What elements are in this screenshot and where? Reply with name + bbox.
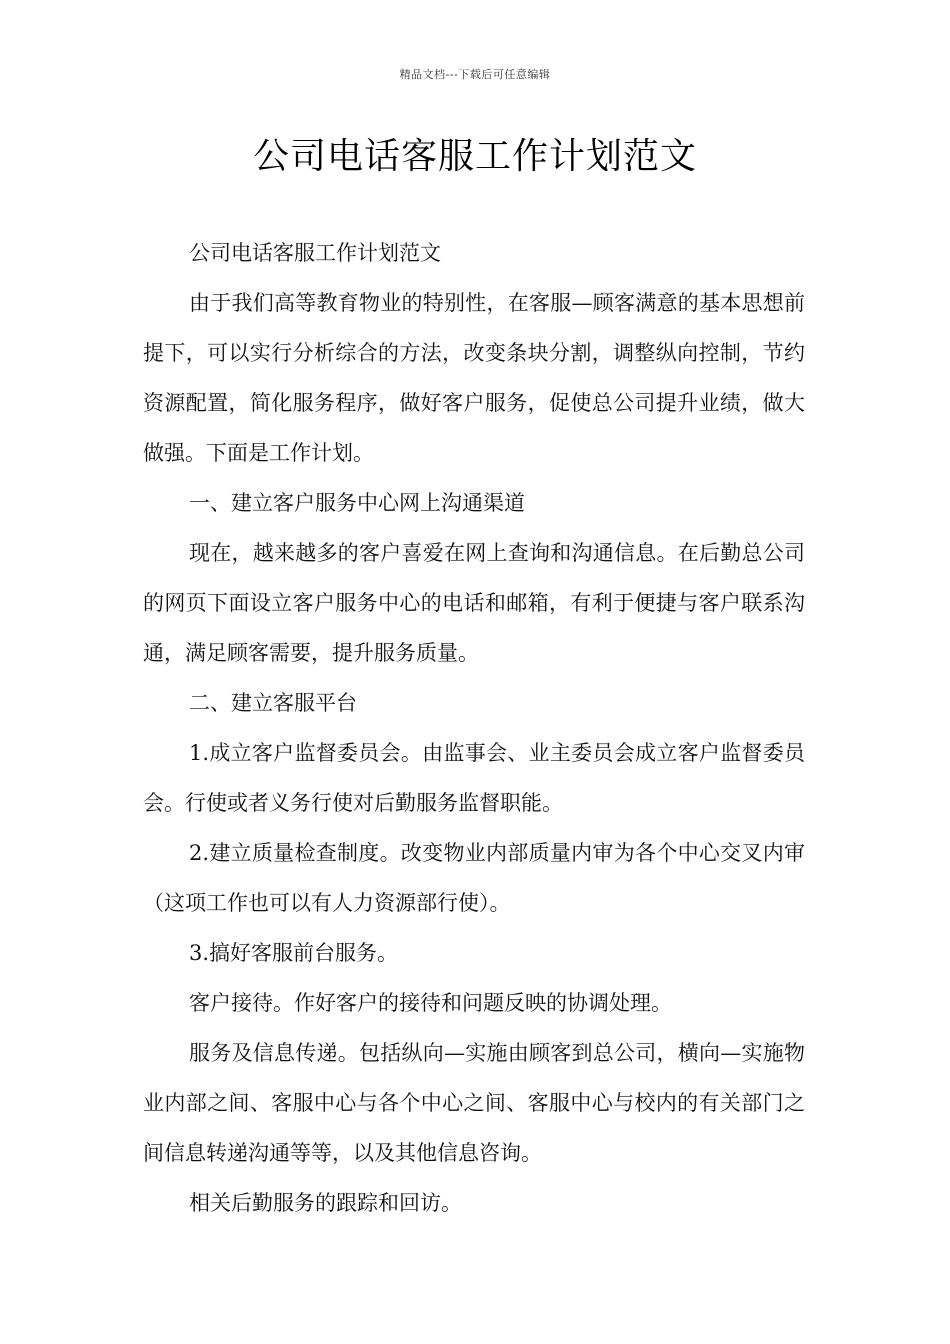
paragraph-item-3: 3.搞好客服前台服务。: [189, 941, 399, 965]
paragraph-intro: 由于我们高等教育物业的特别性，在客服—顾客满意的基本思想前提下，可以实行分析综合的方法，改变条块分割，调整纵向控制，节约资源配置，简化服务程序，做好客户服务，促使总公司提升业绩，做大做强。下面是工作计划。: [143, 291, 805, 465]
paragraph-section-1: 现在，越来越多的客户喜爱在网上查询和沟通信息。在后勤总公司的网页下面设立客户服务中心的电话和邮箱，有利于便捷与客户联系沟通，满足顾客需要，提升服务质量。: [143, 541, 805, 665]
paragraph-item-1: 1.成立客户监督委员会。由监事会、业主委员会成立客户监督委员会。行使或者义务行使对后勤服务监督职能。: [143, 741, 805, 815]
section-heading-1: 一、建立客户服务中心网上沟通渠道: [189, 491, 525, 515]
document-title: 公司电话客服工作计划范文: [252, 136, 697, 177]
paragraph-item-2: 2.建立质量检查制度。改变物业内部质量内审为各个中心交叉内审（这项工作也可以有人力资源部行使）。: [143, 841, 805, 915]
paragraph-info-transfer: 服务及信息传递。包括纵向—实施由顾客到总公司，横向—实施物业内部之间、客服中心与各个中心之间、客服中心与校内的有关部门之间信息转递沟通等等，以及其他信息咨询。: [143, 1041, 805, 1165]
section-heading-2: 二、建立客服平台: [189, 691, 357, 715]
paragraph-reception: 客户接待。作好客户的接待和问题反映的协调处理。: [189, 991, 672, 1015]
paragraph-follow-up: 相关后勤服务的跟踪和回访。: [189, 1191, 462, 1215]
header-note: 精品文档---下载后可任意编辑: [399, 68, 551, 81]
document-body: [143, 228, 805, 1228]
paragraph-subtitle: 公司电话客服工作计划范文: [189, 241, 441, 265]
